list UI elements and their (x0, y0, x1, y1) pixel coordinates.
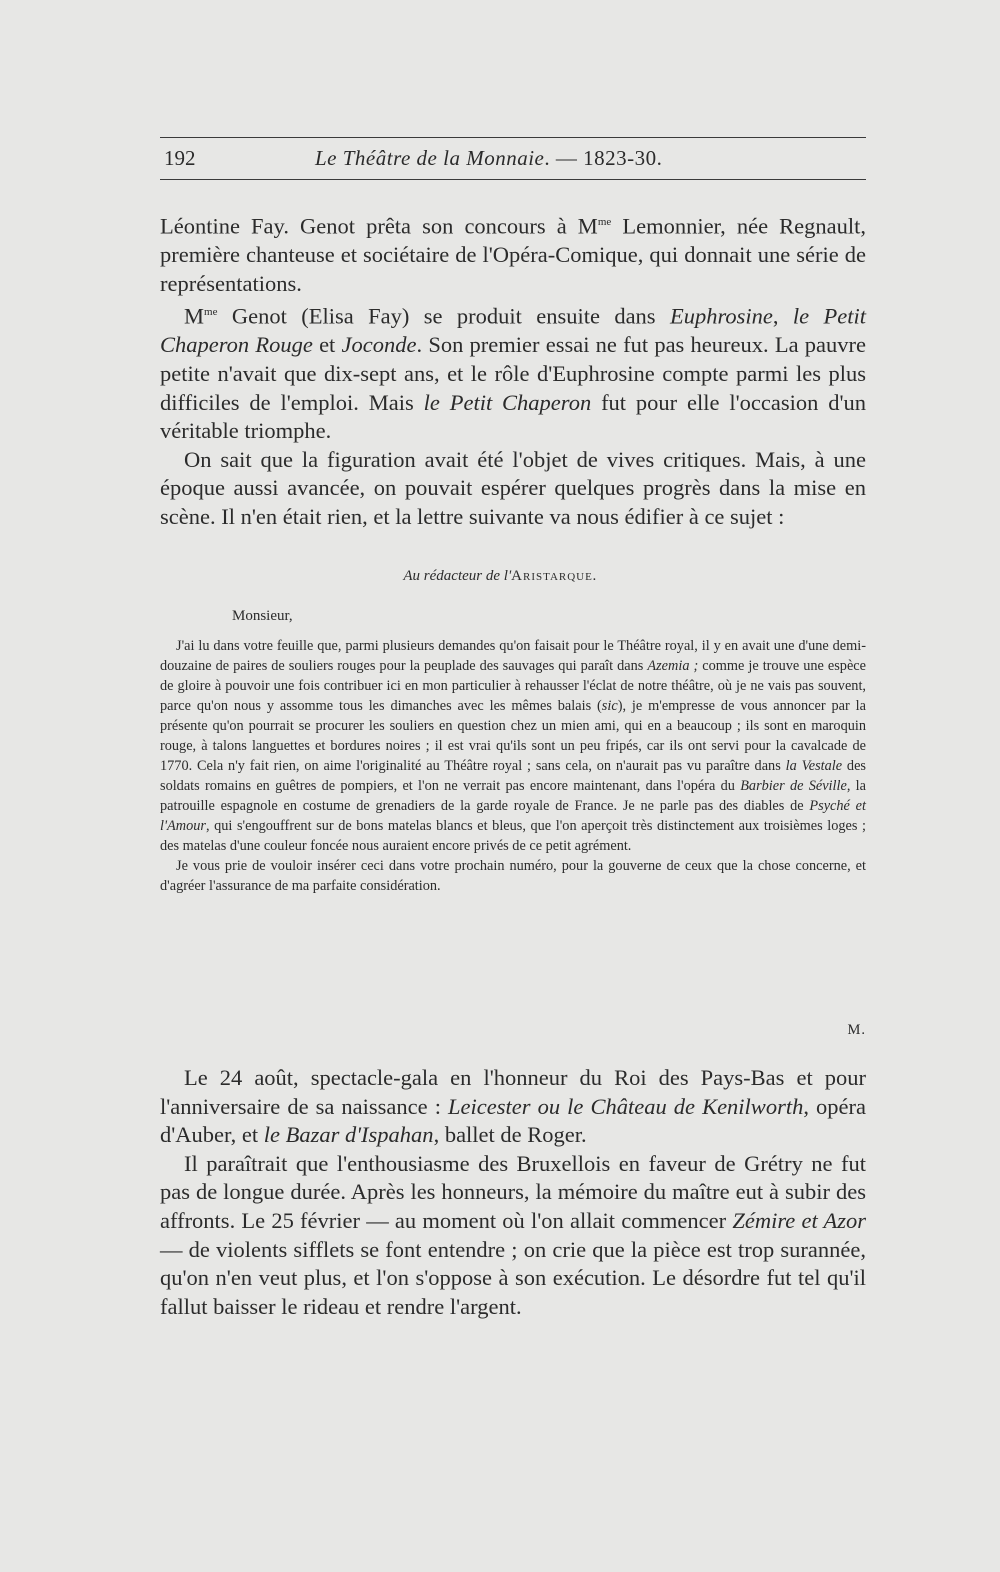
text-run: , ballet de Roger. (433, 1122, 587, 1148)
body-text-top (160, 208, 866, 532)
text-run: Au rédacteur de l' (403, 568, 512, 584)
text-run: — de violents sifflets se font entendre ; on crie que la pièce est trop surannée, qu'on n'en veut plus, et l'on s'oppose à son exécution. Le désordre fut tel qu'il fallut baisser le rideau et rendre l'argent. (160, 1236, 866, 1319)
text-run: , la patrouille espagnole en costume de grenadiers de la garde royale de France. Je ne parle pas des diables de (160, 778, 866, 814)
paragraph-4 (160, 1064, 866, 1150)
text-run: et (312, 332, 342, 358)
letter-address (0, 568, 1000, 585)
paragraph-1 (160, 208, 866, 298)
italic-title: Joconde (341, 332, 417, 358)
letter-salutation: Monsieur, (232, 608, 293, 624)
text-run: , opéra d'Auber, et (160, 1093, 866, 1148)
superscript: me (204, 306, 218, 319)
italic-title: Zémire et Azor (732, 1207, 867, 1233)
running-title-suffix: . — 1823-30. (544, 146, 663, 170)
header-bottom-rule (160, 179, 866, 180)
letter-signature: M. (847, 1022, 866, 1038)
text-run: . Son premier essai ne fut pas heureux. La pauvre petite n'avait que dix-sept ans, et le rôle d'Euphrosine compte parmi les plus difficiles de l'emploi. Mais (160, 332, 866, 415)
text-run: fut pour elle l'occasion d'un véritable triomphe. (160, 389, 866, 444)
text-run: M (184, 303, 205, 329)
body-text-bottom (160, 1064, 866, 1321)
italic-title: le Petit Chaperon (423, 389, 592, 415)
italic-title: Leicester ou le Château de Kenilworth (448, 1093, 804, 1119)
letter-body (160, 636, 866, 896)
text-run: J'ai lu dans votre feuille que, parmi plusieurs demandes qu'on faisait pour le Théâtre royal, il y en avait une d'une demi-douzaine de paires de souliers rouges pour la peuplade des sauvages qui paraît dans (160, 638, 866, 674)
header-top-rule (160, 137, 866, 138)
running-header (160, 146, 866, 176)
italic-title: Azemia ; (647, 658, 699, 674)
italic-title: le Petit Chaperon Rouge (160, 303, 866, 358)
text-run: , (772, 303, 793, 329)
text-run: , qui s'engouffrent sur de bons matelas blancs et bleus, que l'on aperçoit très distinctement aux troisièmes loges ; des matelas d'une couleur foncée nous auraient encore privés de ce petit agrément. (160, 818, 866, 854)
letter-paragraph-2: Je vous prie de vouloir insérer ceci dans votre prochain numéro, pour la gouverne de ceux que la chose concerne, et d'agréer l'assurance de ma parfaite considération. (160, 858, 866, 894)
page-number: 192 (164, 146, 196, 170)
italic-title: Euphrosine (669, 303, 773, 329)
italic-word: sic (601, 698, 618, 714)
text-run: Le 24 août, spectacle-gala en l'honneur du Roi des Pays-Bas et pour l'anniversaire de sa naissance : (160, 1065, 866, 1119)
text-run: Genot (Elisa Fay) se produit ensuite dans (217, 303, 670, 329)
text-run: des soldats romains en guêtres de pompiers, et l'on ne verrait pas encore maintenant, dans l'opéra du (160, 758, 866, 794)
text-run: Lemonnier, née Regnault, première chanteuse et sociétaire de l'Opéra-Comique, qui donnait une série de représentations. (160, 213, 866, 296)
running-title (315, 146, 662, 171)
text-run: comme je trouve une espèce de gloire à pouvoir une fois contribuer ici en mon particulier à rehausser l'éclat de notre théâtre, où je ne vais pas souvent, parce qu'on nous y assomme tous les dimanches avec les mêmes balais ( (160, 658, 866, 714)
text-run: Léontine Fay. Genot prêta son concours à M (160, 213, 598, 239)
italic-title: Psyché et l'Amour (160, 798, 866, 834)
running-title-prefix: Le Théâtre de la (315, 146, 467, 170)
italic-title: Barbier de Séville (740, 778, 847, 794)
paragraph-3: On sait que la figuration avait été l'objet de vives critiques. Mais, à une époque aussi avancée, on pouvait espérer quelques progrès dans la mise en scène. Il n'en était rien, et la lettre suivante va nous édifier à ce sujet : (160, 446, 866, 529)
letter-paragraph-1 (160, 636, 866, 856)
running-title-name: Monnaie (466, 146, 545, 170)
italic-title: le Bazar d'Ispahan (263, 1122, 434, 1148)
newspaper-name: Aristarque (511, 568, 593, 584)
paragraph-2 (160, 298, 866, 445)
italic-title: la Vestale (785, 758, 843, 774)
text-run: Il paraîtrait que l'enthousiasme des Bruxellois en faveur de Grétry ne fut pas de longue durée. Après les honneurs, la mémoire du maître eut à subir des affronts. Le 25 février — au moment où l'on allait commencer (160, 1150, 866, 1233)
text-run: ), je m'empresse de vous annoncer par la présente qu'on pourrait se procurer les souliers en question chez un mien ami, qui en a beaucoup ; ils sont en maroquin rouge, à talons languettes et bordures noires ; il est vrai qu'ils sont un peu fripés, car ils ont servi pour la cavalcade de 1770. Cela n'y fait rien, on aime l'originalité au Théâtre royal ; sans cela, on n'aurait pas vu paraître dans (160, 698, 866, 774)
text-run: . (592, 568, 597, 584)
superscript: me (597, 216, 612, 228)
paragraph-5 (160, 1150, 866, 1322)
